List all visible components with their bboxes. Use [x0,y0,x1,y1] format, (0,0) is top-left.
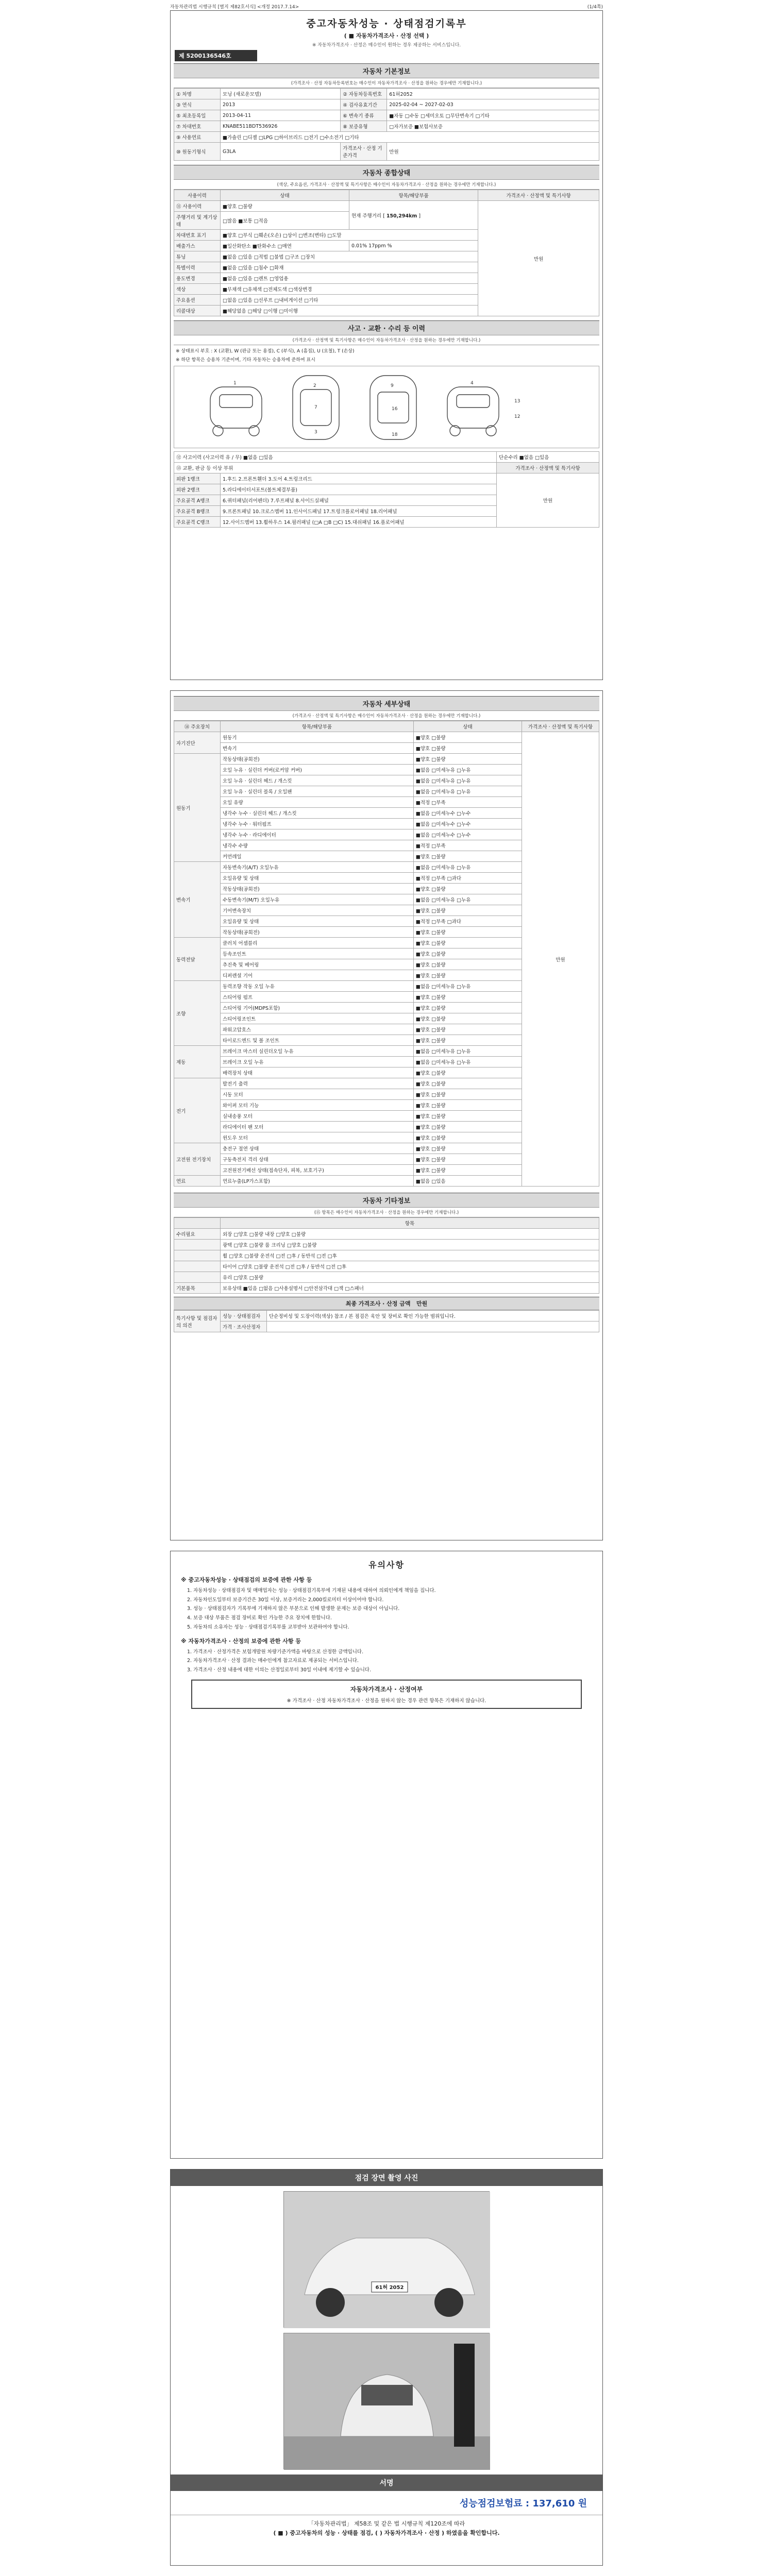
photo-heading: 점검 장면 촬영 사진 [171,2170,602,2186]
part-name: 작동상태(공회전) [221,754,414,765]
part-status: ■없음 □미세누수 □누수 [413,829,522,840]
accident-legend-2: ※ 하단 항목은 승용차 기준이며, 기타 자동차는 승용차에 준하여 표시 [176,358,315,363]
price-choice-text: ※ 가격조사 · 산정 자동차가격조사 · 산정을 원하지 않는 경우 관련 항목은 기재하지 않습니다. [287,1698,486,1704]
rank-parts: 6.쿼터패널(리어펜더) 7.루프패널 8.사이드실패널 [221,495,497,506]
part-status: ■양호 □불량 [413,743,522,754]
form-label-bar [170,3,603,10]
inspection-photo-rear [283,2333,490,2469]
row-status: □많음 ■보통 □적음 [221,212,349,230]
device-group: 자기진단 [174,732,221,754]
mileage-cell: 현재 주행거리 [ 150,294km ] [349,201,478,230]
part-name: 고전원전기배선 상태(접속단자, 피복, 보호기구) [221,1165,414,1176]
table-row [174,143,599,161]
part-status: ■양호 □불량 [413,938,522,948]
part-status: ■양호 □불량 [413,1165,522,1176]
svg-text:3: 3 [314,430,317,435]
notice-body [181,1575,592,1674]
part-name: 브레이크 오일 누유 [221,1057,414,1067]
rank-name: 주요골격 A랭크 [174,495,221,506]
part-status: ■양호 □불량 [413,1143,522,1154]
year-value: 2013 [221,99,341,110]
inspection-photo-front [283,2191,490,2328]
part-status: ■적정 □부족 □과다 [413,916,522,927]
fuel-value: ■가솔린 □디젤 □LPG □하이브리드 □전기 □수소전기 □기타 [221,132,599,143]
part-status: ■적정 □부족 [413,840,522,851]
notes-price-text [267,1321,599,1332]
part-status: ■양호 □불량 [413,905,522,916]
row-name [174,1250,221,1261]
part-name: 클러치 어셈블리 [221,938,414,948]
part-name: 냉각수 누수 · 실린더 헤드 / 개스킷 [221,808,414,819]
part-status: ■적정 □부족 □과다 [413,873,522,884]
part-name: 오일 누유 · 실린더 헤드 / 개스킷 [221,775,414,786]
part-name: 라디에이터 팬 모터 [221,1122,414,1132]
device-group: 고전원 전기장치 [174,1143,221,1176]
notes-performance-label: 성능 · 상태점검자 [221,1311,267,1321]
row-status: □없음 □있음 □선루프 □내비게이션 □기타 [221,295,478,306]
warranty-value: □자가보증 ■보험사보증 [387,121,599,132]
part-name: 원동기 [221,732,414,743]
basic-info-table [174,88,599,161]
car-name-label: ① 차명 [174,89,221,99]
summary-heading: 자동차 종합상태 [174,165,599,180]
part-status: ■양호 □불량 [413,992,522,1003]
detail-price: 만원 [522,732,599,1187]
engine-type-value: G3LA [221,143,341,161]
notes-label: 특기사항 및 점검자의 의견 [174,1311,221,1332]
row-parts: 광택 □양호 □불량 룸 크리닝 □양호 □불량 [221,1240,599,1250]
accident-history: ⑫ 사고이력 (사고이력 유 / 무) ■없음 □있음 [174,452,497,463]
rank-name: 주요골격 B랭크 [174,506,221,517]
notice-item: 3. 가격조사 · 산정 내용에 대한 이의는 산정일로부터 30일 이내에 제기할 수 있습니다. [187,1667,372,1673]
svg-text:7: 7 [314,405,317,410]
row-name: 차대번호 표기 [174,230,221,241]
part-name: 동력조향 작동 오일 누유 [221,981,414,992]
exterior-result: 만원 [497,473,599,528]
row-parts: 타이어 □양호 □불량 운전석 □전 □후 / 동반석 □전 □후 [221,1261,599,1272]
part-name: 윈도우 모터 [221,1132,414,1143]
table-header-row [174,721,599,732]
price-choice-heading: 자동차가격조사 · 산정여부 [350,1685,423,1693]
notice-heading: 유의사항 [368,1560,405,1570]
exterior-title: ⑬ 교환, 판금 등 이상 부위 [174,463,497,473]
car-outline-icon [205,371,566,444]
device-group: 변속기 [174,862,221,938]
fuel-label: ⑨ 사용연료 [174,132,221,143]
table-row [174,99,599,110]
rank-parts: 9.프론트패널 10.크로스멤버 11.인사이드패널 17.트렁크플로어패널 18.리어패널 [221,506,497,517]
row-name: 색상 [174,284,221,295]
part-name: 스티어링 기어(MDPS포함) [221,1003,414,1013]
row-name: 수리필요 [174,1229,221,1240]
car-diagram [174,366,599,448]
accident-note: (가격조사 · 산정액 및 특기사항은 매수인이 자동차가격조사 · 산정을 원하는 경우에만 기재합니다.) [174,335,599,345]
document-subtitle: ( ■ 자동차가격조사 · 산정 선택 ) [344,32,429,39]
first-registration-value: 2013-04-11 [221,110,341,121]
svg-text:12: 12 [514,414,520,419]
part-status: ■양호 □불량 [413,927,522,938]
vin-label: ⑦ 차대번호 [174,121,221,132]
row-name: 튜닝 [174,251,221,262]
part-status: ■양호 □불량 [413,1024,522,1035]
confirmation-line-2: ( ■ ) 중고자동차의 성능 · 상태를 점검, ( ) 자동차가격조사 · 산정 ) 하였음을 확인합니다. [273,2529,500,2536]
row-status: ■없음 □있음 □침수 □화재 [221,262,478,273]
part-status: ■없음 □미세누유 □누유 [413,862,522,873]
row-parts: 유리 □양호 □불량 [221,1272,599,1283]
row-name: 특별이력 [174,262,221,273]
part-name: 스티어링조인트 [221,1013,414,1024]
table-row [174,463,599,473]
first-registration-label: ⑤ 최초등록일 [174,110,221,121]
table-row [174,1321,599,1332]
license-plate: 61허 2052 [375,2285,404,2291]
part-name: 실내송풍 모터 [221,1111,414,1122]
part-status: ■양호 □불량 [413,732,522,743]
table-row [174,1240,599,1250]
part-status: ■양호 □불량 [413,884,522,894]
table-row [174,1311,599,1321]
svg-text:1: 1 [233,381,237,386]
exterior-result-col: 가격조사 · 산정액 및 특기사항 [497,463,599,473]
part-status: ■없음 □미세누유 □누유 [413,894,522,905]
part-name: 브레이크 마스터 실린더오일 누유 [221,1046,414,1057]
row-name: 주요옵션 [174,295,221,306]
col-usage: 사용이력 [174,190,221,201]
part-status: ■없음 □미세누수 □누수 [413,808,522,819]
notes-text: 단순정비성 및 도장이력(색상) 참조 / 본 점검은 육안 및 장비로 확인 가능한 범위입니다. [267,1311,599,1321]
part-status: ■양호 □불량 [413,1100,522,1111]
other-table [174,1217,599,1294]
row-name [174,1240,221,1250]
basic-info-note: (가격조사 · 산정 자동차등록번호는 매수인이 자동차가격조사 · 산정을 원하는 경우에만 기재합니다.) [174,78,599,88]
col-status: 상태 [413,721,522,732]
detail-heading: 자동차 세부상태 [174,696,599,711]
row-status: ■양호 □불량 [221,201,349,212]
rank-name: 주요골격 C랭크 [174,517,221,528]
detail-table [174,721,599,1187]
row-name: 기본품목 [174,1283,221,1294]
part-status: ■양호 □불량 [413,1078,522,1089]
part-name: 디퍼렌셜 기어 [221,970,414,981]
rank-parts: 1.후드 2.프론트휀더 3.도어 4.트렁크리드 [221,473,497,484]
row-status: ■없음 □있음 □적법 □불법 □구조 □장치 [221,251,478,262]
part-status: ■양호 □불량 [413,948,522,959]
engine-type-label: ⑩ 원동기형식 [174,143,221,161]
part-name: 오일 누유 · 실린더 커버(로커암 커버) [221,765,414,775]
part-name: 타이로드엔드 및 볼 조인트 [221,1035,414,1046]
part-name: 냉각수 누수 · 라디에이터 [221,829,414,840]
device-group: 원동기 [174,754,221,862]
part-status: ■양호 □불량 [413,851,522,862]
table-row [174,1229,599,1240]
mileage-label: 현재 주행거리 [351,213,382,219]
part-status: ■없음 □미세누유 □누유 [413,775,522,786]
table-row [174,473,599,484]
plate-value: 61허2052 [387,89,599,99]
svg-text:9: 9 [391,383,394,388]
row-name: 용도변경 [174,273,221,284]
notice-item: 2. 자동차인도일부터 보증기간은 30일 이상, 보증거리는 2,000킬로미터 이상이어야 합니다. [187,1597,384,1603]
col-price: 가격조사 · 산정액 및 특기사항 [478,190,599,201]
notice-sub2: ※ 자동차가격조사 · 산정의 보증에 관한 사항 등 [181,1637,301,1645]
row-status: ■무채색 □유채색 □전체도색 □색상변경 [221,284,478,295]
sign-heading: 서명 [171,2475,602,2491]
col-status: 상태 [221,190,349,201]
insurance-fee: 성능점검보험료 : 137,610 원 [171,2491,602,2515]
notice-item: 4. 보증 대상 부품은 점검 장비로 확인 가능한 주요 장치에 한합니다. [187,1615,332,1621]
part-name: 와이퍼 모터 기능 [221,1100,414,1111]
notice-item: 3. 성능 · 상태점검자가 기록부에 기재하지 않은 부분으로 인해 발생한 문제는 보증 대상이 아닙니다. [187,1606,400,1612]
row-name: 주행거리 및 계기상태 [174,212,221,230]
table-row [174,1250,599,1261]
table-header-row [174,1218,599,1229]
summary-table [174,190,599,316]
row-name: ⑪ 사용이력 [174,201,221,212]
part-name: 등속조인트 [221,948,414,959]
part-status: ■없음 □미세누수 □누수 [413,819,522,829]
notice-sub1: ※ 중고자동차성능 · 상태점검의 보증에 관한 사항 등 [181,1577,312,1583]
basic-info-heading: 자동차 기본정보 [174,63,599,78]
part-status: ■양호 □불량 [413,1067,522,1078]
row-name: 리콜대상 [174,306,221,316]
col-blank [174,1218,221,1229]
part-status: ■양호 □불량 [413,1089,522,1100]
page-indicator: (1/4쪽) [587,5,603,10]
document-title: 중고자동차성능 · 상태점검기록부 [306,18,467,29]
base-price-value: 만원 [387,143,599,161]
part-name: 작동상태(공회전) [221,884,414,894]
row-parts: 외장 □양호 □불량 내장 □양호 □불량 [221,1229,599,1240]
final-price-value: 만원 [416,1300,428,1307]
confirmation-line-1: 「자동차관리법」 제58조 및 같은 법 시행규칙 제120조에 따라 [308,2520,465,2527]
accident-legend: ※ 상태표시 부호 : X (교환), W (판금 또는 용접), C (부식), A (흠집), U (요철), T (손상) [176,349,355,354]
table-row [174,1261,599,1272]
base-price-label: 가격조사 · 산정 기준가격 [341,143,387,161]
row-status: ■해당없음 □해당 □이행 □미이행 [221,306,478,316]
part-name: 충전구 절연 상태 [221,1143,414,1154]
rank-parts: 5.라디에이터서포트(볼트체결부품) [221,484,497,495]
transmission-value: ■자동 □수동 □세미오토 □무단변속기 □기타 [387,110,599,121]
notes-price-label: 가격 · 조사산정자 [221,1321,267,1332]
exterior-table [174,451,599,528]
part-status: ■양호 □불량 [413,970,522,981]
part-status: ■양호 □불량 [413,1111,522,1122]
part-status: ■없음 □미세누유 □누유 [413,1046,522,1057]
table-row [174,132,599,143]
col-main: ⑭ 주요장치 [174,721,221,732]
table-row [174,1272,599,1283]
row-parts: 보유상태 ■있음 □없음 □사용설명서 □안전삼각대 □잭 □스패너 [221,1283,599,1294]
device-group: 연료 [174,1176,221,1187]
rank-name: 외판 2랭크 [174,484,221,495]
inspection-period-label: ④ 검사유효기간 [341,99,387,110]
page-2 [170,690,603,1540]
part-name: 변속기 [221,743,414,754]
part-name: 오일유량 및 상태 [221,916,414,927]
notice-item: 2. 자동차가격조사 · 산정 결과는 매수인에게 참고자료로 제공되는 서비스입니다. [187,1658,359,1664]
row-status: ■일산화탄소 ■탄화수소 □매연 [221,241,349,251]
table-row [174,121,599,132]
part-name: 오일유량 및 상태 [221,873,414,884]
rank-parts: 12.사이드멤버 13.휠하우스 14.필러패널 (□A □B □C) 15.대쉬패널 16.플로어패널 [221,517,497,528]
part-status: ■양호 □불량 [413,1132,522,1143]
svg-text:4: 4 [470,381,474,386]
row-status: ■양호 □부식 □훼손(오손) □상이 □변조(변타) □도말 [221,230,478,241]
col-item: 항목 [221,1218,599,1229]
part-name: 추진축 및 베어링 [221,959,414,970]
row-name: 배출가스 [174,241,221,251]
part-name: 배력장치 상태 [221,1067,414,1078]
table-row [174,452,599,463]
device-group: 제동 [174,1046,221,1078]
part-name: 수동변속기(M/T) 오일누유 [221,894,414,905]
part-name: 구동축전지 격리 상태 [221,1154,414,1165]
row-name [174,1272,221,1283]
final-price-heading [174,1297,599,1310]
part-name: 오일 유량 [221,797,414,808]
part-name: 시동 모터 [221,1089,414,1100]
part-name: 파워고압호스 [221,1024,414,1035]
car-photo-rear-icon [284,2333,490,2470]
part-name: 커먼레일 [221,851,414,862]
part-status: ■양호 □불량 [413,1013,522,1024]
part-status: ■적정 □부족 [413,797,522,808]
part-name: 오일 누유 · 실린더 블록 / 오일팬 [221,786,414,797]
svg-text:2: 2 [313,383,316,388]
warranty-label: ⑧ 보증유형 [341,121,387,132]
table-header-row [174,190,599,201]
detail-note: (가격조사 · 산정액 및 특기사항은 매수인이 자동차가격조사 · 산정을 원하는 경우에만 기재합니다.) [174,711,599,721]
car-name-value: 모닝 (새로운모델) [221,89,341,99]
notes-table [174,1310,599,1332]
part-name: 스티어링 펌프 [221,992,414,1003]
part-status: ■없음 □미세누유 □누유 [413,765,522,775]
table-row [174,201,599,212]
final-price-label: 최종 가격조사 · 산정 금액 [345,1300,411,1307]
car-photo-icon [284,2192,490,2328]
plate-label: ② 자동차등록번호 [341,89,387,99]
part-name: 자동변속기(A/T) 오일누유 [221,862,414,873]
svg-text:18: 18 [392,432,398,437]
row-name [174,1261,221,1272]
year-label: ③ 연식 [174,99,221,110]
simple-repair: 단순수리 ■없음 □있음 [497,452,599,463]
part-status: ■양호 □불량 [413,1154,522,1165]
emission-values: 0.01% 17ppm % [349,241,478,251]
document-note: ※ 자동차가격조사 · 산정은 매수인이 원하는 경우 제공하는 서비스입니다. [312,43,461,48]
rank-name: 외판 1랭크 [174,473,221,484]
col-price: 가격조사 · 산정액 및 특기사항 [522,721,599,732]
price-cell: 만원 [478,201,599,316]
vin-value: KNABE511BDT536926 [221,121,341,132]
device-group: 조향 [174,981,221,1046]
notice-item: 1. 자동차성능 · 상태점검자 및 매매업자는 성능 · 상태점검기록부에 기재된 내용에 대하여 의뢰인에게 책임을 집니다. [187,1588,436,1594]
form-regulation-label: 자동차관리법 시행규칙 [별지 제82호서식] <개정 2017.7.14> [170,5,299,10]
mileage-value: 150,294km [386,213,417,219]
accident-heading: 사고 · 교환 · 수리 등 이력 [174,320,599,335]
part-status: ■양호 □불량 [413,1122,522,1132]
notice-item: 5. 자동차의 소유자는 성능 · 상태점검기록부를 교부받아 보관하여야 합니다. [187,1624,349,1630]
row-status: ■없음 □있음 □렌트 □영업용 [221,273,478,284]
part-status: ■없음 □있음 [413,1176,522,1187]
svg-text:16: 16 [392,406,398,412]
device-group: 동력전달 [174,938,221,981]
page-1 [170,10,603,680]
part-status: ■양호 □불량 [413,959,522,970]
device-group: 전기 [174,1078,221,1143]
svg-text:13: 13 [514,399,520,404]
part-name: 냉각수 누수 · 워터펌프 [221,819,414,829]
part-name: 기어변속장치 [221,905,414,916]
transmission-label: ⑥ 변속기 종류 [341,110,387,121]
inspection-period-value: 2025-02-04 ~ 2027-02-03 [387,99,599,110]
table-row [174,110,599,121]
table-row [174,89,599,99]
part-status: ■없음 □미세누유 □누유 [413,1057,522,1067]
part-status: ■양호 □불량 [413,1003,522,1013]
part-name: 발전기 출력 [221,1078,414,1089]
price-choice-box [191,1680,582,1709]
notice-item: 1. 가격조사 · 산정가격은 보험개발원 차량기준가액을 바탕으로 산정한 금액입니다. [187,1649,364,1655]
table-row [174,732,599,743]
summary-note: (색상, 주요옵션, 가격조사 · 산정액 및 특기사항은 매수인이 자동차가격조사 · 산정을 원하는 경우에만 기재합니다.) [174,180,599,190]
col-detail: 항목/해당부품 [349,190,478,201]
part-name: 냉각수 수량 [221,840,414,851]
part-status: ■양호 □불량 [413,1035,522,1046]
document-number: 제 5200136546호 [175,50,257,61]
row-parts: 휠 □양호 □불량 운전석 □전 □후 / 동반석 □전 □후 [221,1250,599,1261]
page-4 [170,2169,603,2566]
part-status: ■없음 □미세누유 □누유 [413,786,522,797]
other-note: (⑮ 항목은 매수인이 자동차가격조사 · 산정을 원하는 경우에만 기재합니다.) [174,1208,599,1217]
part-name: 연료누출(LP가스포함) [221,1176,414,1187]
part-status: ■양호 □불량 [413,754,522,765]
part-status: ■없음 □미세누유 □누유 [413,981,522,992]
table-row [174,1283,599,1294]
confirmation-text [171,2515,602,2541]
other-heading: 자동차 기타정보 [174,1193,599,1208]
part-name: 작동상태(공회전) [221,927,414,938]
page-3 [170,1551,603,2159]
col-item: 항목/해당부품 [221,721,414,732]
